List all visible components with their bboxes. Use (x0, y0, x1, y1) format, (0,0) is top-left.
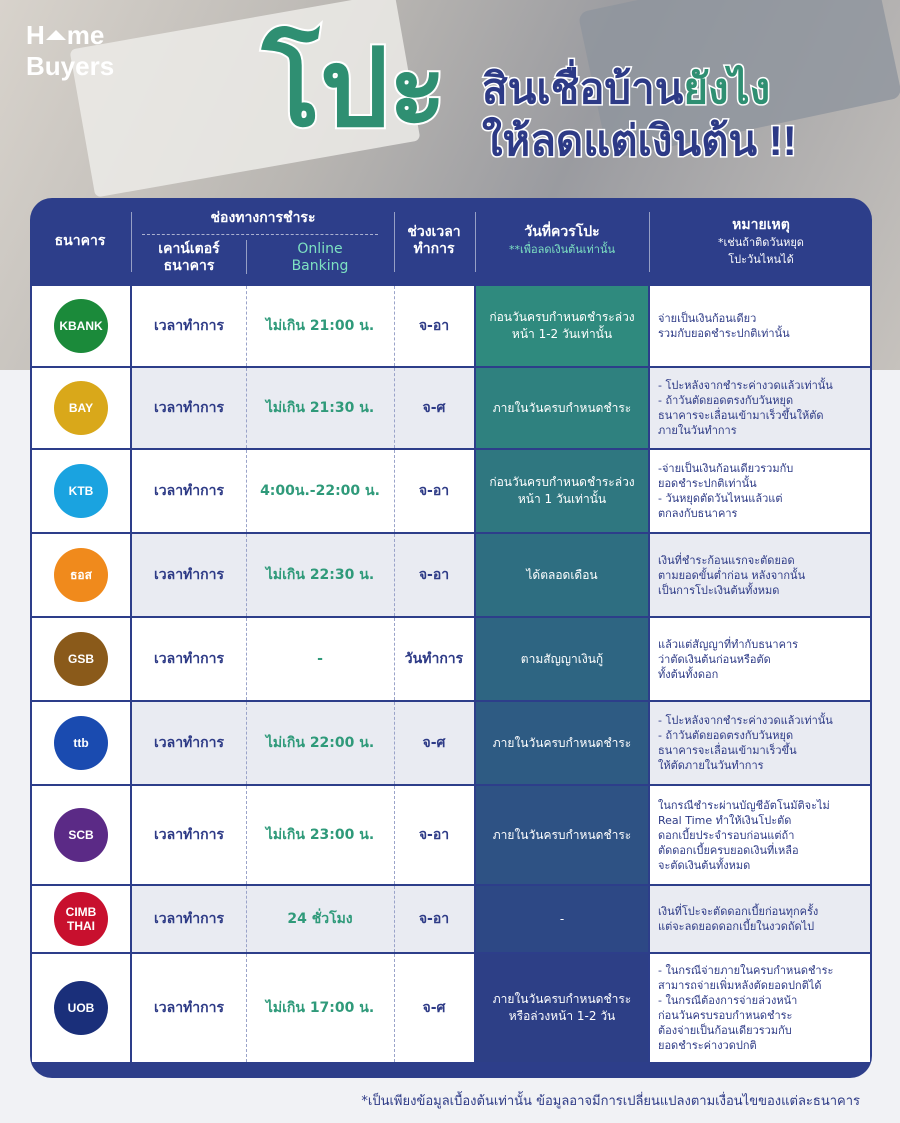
when-cell: ตามสัญญาเงินกู้ (476, 618, 648, 700)
bank-logo: ธอส (54, 548, 108, 602)
title-line-1-b: ยังไง (683, 65, 771, 112)
online-cell: ไม่เกิน 22:00 น. (246, 702, 394, 784)
bank-logo-cell (32, 534, 130, 616)
header-note-sub: *เช่นถ้าติดวันหยุด โปะวันไหนได้ (718, 235, 804, 266)
hours-cell: วันทำการ (394, 618, 474, 700)
online-cell: ไม่เกิน 21:00 น. (246, 286, 394, 366)
bank-logo: KBANK (54, 299, 108, 353)
header-channel: ช่องทางการชำระ (210, 209, 316, 226)
note-cell: -จ่ายเป็นเงินก้อนเดียวรวมกับ ยอดชำระปกติเท่านั้น - วันหยุดตัดวันไหนแล้วแต่ ตกลงกับธนาคาร (650, 450, 870, 532)
counter-cell: เวลาทำการ (132, 618, 246, 700)
note-cell: ในกรณีชำระผ่านบัญชีอัตโนมัติจะไม่ Real Time ทำให้เงินโปะตัด ดอกเบี้ยประจำรอบก่อนแต่ถ้า ตัดดอกเบี้ยครบยอดเงินที่เหลือ จะตัดเงินต้นทั้งหมด (650, 786, 870, 884)
bank-logo: UOB (54, 981, 108, 1035)
title-big-word: โปะ (262, 27, 447, 148)
table-row (30, 286, 872, 366)
bank-logo: BAY (54, 381, 108, 435)
counter-cell: เวลาทำการ (132, 954, 246, 1062)
bank-logo: KTB (54, 464, 108, 518)
counter-cell: เวลาทำการ (132, 786, 246, 884)
bank-logo-cell (32, 786, 130, 884)
online-cell: 24 ชั่วโมง (246, 886, 394, 952)
comparison-table (30, 198, 872, 1078)
bank-logo-cell (32, 702, 130, 784)
table-row (30, 368, 872, 448)
when-cell: ก่อนวันครบกำหนดชำระล่วงหน้า 1-2 วันเท่านั้น (476, 286, 648, 366)
hours-cell: จ-ศ (394, 368, 474, 448)
brand-line-2: Buyers (26, 51, 115, 81)
bank-logo-cell (32, 450, 130, 532)
table-row (30, 886, 872, 952)
note-cell: เงินที่ชำระก้อนแรกจะตัดยอด ตามยอดขั้นต่ำก่อน หลังจากนั้น เป็นการโปะเงินต้นทั้งหมด (650, 534, 870, 616)
note-cell: เงินที่โปะจะตัดดอกเบี้ยก่อนทุกครั้ง แต่จะลดยอดดอกเบี้ยในงวดถัดไป (650, 886, 870, 952)
table-row (30, 618, 872, 700)
bank-logo-cell (32, 286, 130, 366)
header-online: Online Banking (291, 241, 349, 274)
online-cell: ไม่เกิน 23:00 น. (246, 786, 394, 884)
title-line-1-a: สินเชื่อบ้าน (482, 65, 684, 112)
counter-cell: เวลาทำการ (132, 886, 246, 952)
note-cell: - โปะหลังจากชำระค่างวดแล้วเท่านั้น - ถ้าวันตัดยอดตรงกับวันหยุด ธนาคารจะเลื่อนเข้ามาเร็วขึ้น ให้ตัดภายในวันทำการ (650, 702, 870, 784)
table-row (30, 786, 872, 884)
bank-logo-cell (32, 368, 130, 448)
when-cell: - (476, 886, 648, 952)
online-cell: ไม่เกิน 21:30 น. (246, 368, 394, 448)
note-cell: - โปะหลังจากชำระค่างวดแล้วเท่านั้น - ถ้าวันตัดยอดตรงกับวันหยุด ธนาคารจะเลื่อนเข้ามาเร็วขึ้นให้ตัด ภายในวันทำการ (650, 368, 870, 448)
header-counter: เคาน์เตอร์ ธนาคาร (158, 241, 220, 274)
note-cell: จ่ายเป็นเงินก้อนเดียว รวมกับยอดชำระปกติเท่านั้น (650, 286, 870, 366)
title-line-1 (482, 64, 770, 114)
header-note (650, 210, 872, 274)
when-cell: ภายในวันครบกำหนดชำระหรือล่วงหน้า 1-2 วัน (476, 954, 648, 1062)
bank-logo: SCB (54, 808, 108, 862)
counter-cell: เวลาทำการ (132, 286, 246, 366)
header-bank: ธนาคาร (54, 232, 106, 249)
online-cell: - (246, 618, 394, 700)
bank-logo: CIMB THAI (54, 892, 108, 946)
header-when (476, 218, 648, 264)
bank-logo: GSB (54, 632, 108, 686)
house-icon (46, 30, 66, 40)
when-cell: ภายในวันครบกำหนดชำระ (476, 368, 648, 448)
when-cell: ภายในวันครบกำหนดชำระ (476, 702, 648, 784)
hours-cell: จ-อา (394, 886, 474, 952)
when-cell: ได้ตลอดเดือน (476, 534, 648, 616)
table-row (30, 534, 872, 616)
header-when-label: วันที่ควรโปะ (524, 224, 600, 240)
footnote: *เป็นเพียงข้อมูลเบื้องต้นเท่านั้น ข้อมูลอาจมีการเปลี่ยนแปลงตามเงื่อนไขของแต่ละธนาคาร (361, 1094, 860, 1109)
brand-line-1: H me (26, 20, 105, 50)
brand-logo (26, 20, 114, 82)
note-cell: แล้วแต่สัญญาที่ทำกับธนาคาร ว่าตัดเงินต้นก่อนหรือตัด ทั้งต้นทั้งดอก (650, 618, 870, 700)
counter-cell: เวลาทำการ (132, 702, 246, 784)
when-cell: ภายในวันครบกำหนดชำระ (476, 786, 648, 884)
header-when-sub: **เพื่อลดเงินต้นเท่านั้น (508, 243, 616, 256)
hours-cell: จ-อา (394, 286, 474, 366)
header-note-label: หมายเหตุ (732, 216, 790, 233)
bank-logo: ttb (54, 716, 108, 770)
hours-cell: จ-อา (394, 786, 474, 884)
table-row (30, 702, 872, 784)
hours-cell: จ-ศ (394, 954, 474, 1062)
online-cell: ไม่เกิน 17:00 น. (246, 954, 394, 1062)
hours-cell: จ-อา (394, 450, 474, 532)
online-cell: ไม่เกิน 22:30 น. (246, 534, 394, 616)
bank-logo-cell (32, 886, 130, 952)
table-header (30, 198, 872, 284)
online-cell: 4:00น.-22:00 น. (246, 450, 394, 532)
header-hours: ช่วงเวลา ทำการ (407, 224, 461, 257)
note-cell: - ในกรณีจ่ายภายในครบกำหนดชำระ สามารถจ่ายเพิ่มหลังตัดยอดปกติได้ - ในกรณีต้องการจ่ายล่วงหน้า ก่อนวันครบรอบกำหนดชำระ ต้องจ่ายเป็นก้อนเดียวรวมกับ ยอดชำระค่างวดปกติ (650, 954, 870, 1062)
when-cell: ก่อนวันครบกำหนดชำระล่วงหน้า 1 วันเท่านั้น (476, 450, 648, 532)
hours-cell: จ-ศ (394, 702, 474, 784)
counter-cell: เวลาทำการ (132, 534, 246, 616)
bank-logo-cell (32, 954, 130, 1062)
counter-cell: เวลาทำการ (132, 368, 246, 448)
title-line-2: ให้ลดแต่เงินต้น !! (482, 117, 797, 164)
bank-logo-cell (32, 618, 130, 700)
hours-cell: จ-อา (394, 534, 474, 616)
table-row (30, 954, 872, 1062)
counter-cell: เวลาทำการ (132, 450, 246, 532)
table-row (30, 450, 872, 532)
